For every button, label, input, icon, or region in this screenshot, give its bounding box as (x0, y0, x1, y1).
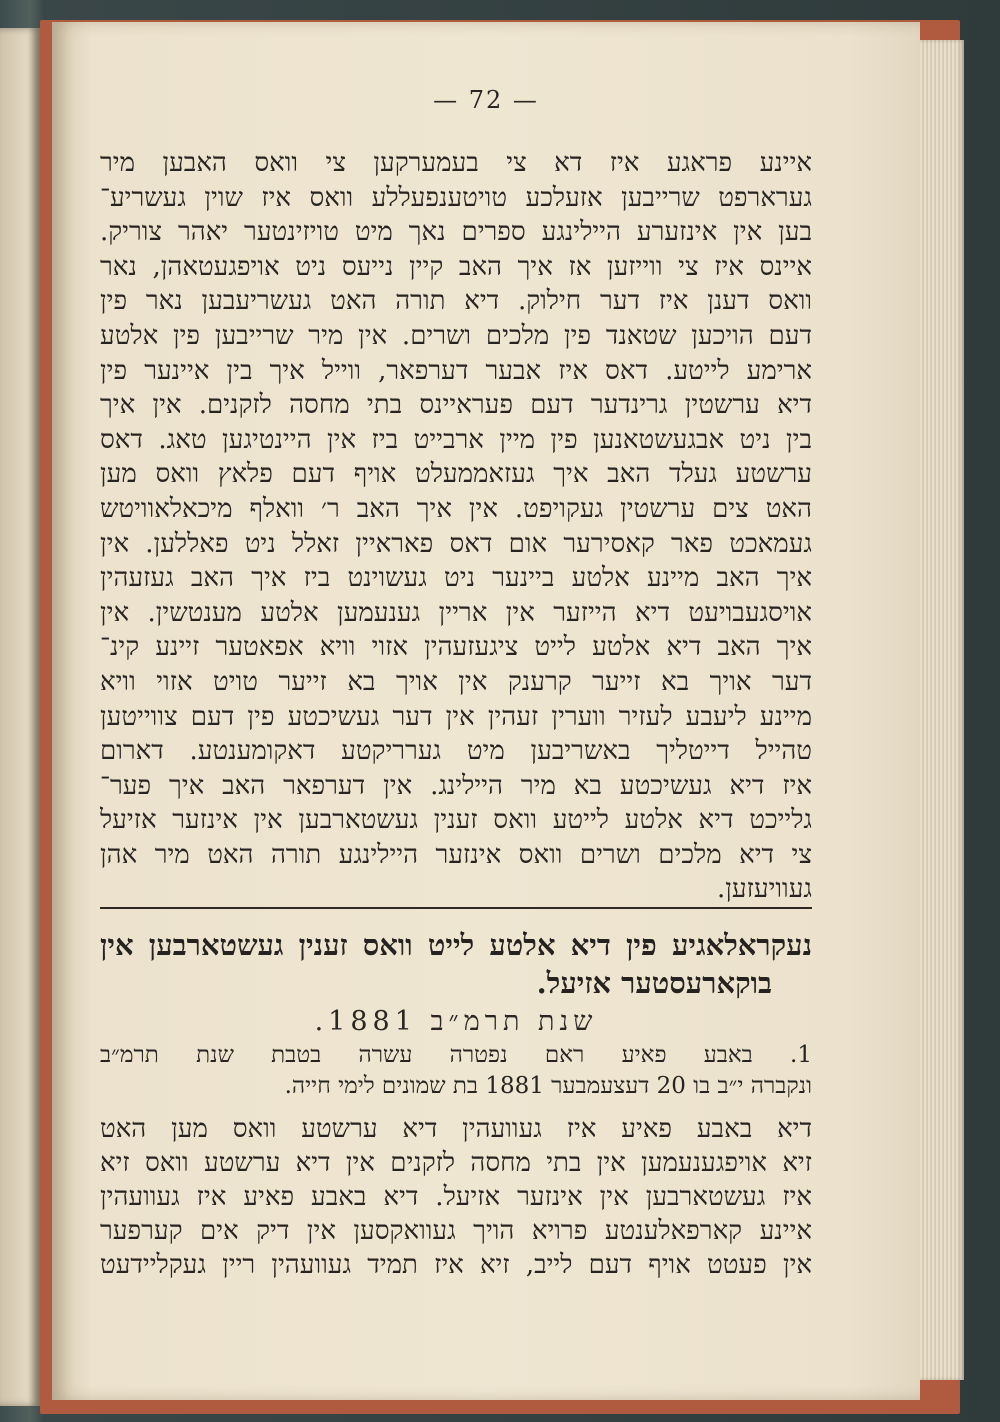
text-line: איז געשטארבען אין אינזער אזיעל. דיא באבע פאיע איז געוועהין (100, 1182, 812, 1212)
page-stack-edge (920, 40, 964, 1380)
text-line: דעם הויכען שטאנד פין מלכים ושרים. אין מיר שרייבען פין אלטע (100, 320, 812, 351)
text-line: איינע פראגע איז דא צי בעמערקען צי וואס האבען מיר (100, 148, 812, 178)
text-line: בין ניט אבגעשטאנען פין מיין ארבייט ביז אין היינטיגען טאג. דאס (100, 424, 812, 455)
entry-line: ונקברה י״ב בו 20 דעצעמבער 1881 בת שמונים לימי חייה. (284, 1073, 812, 1099)
text-line: איך האב מיינע אלטע ביינער ניט געשוינט ביז איך האב געזעהין (100, 563, 812, 594)
text-line: געמאכט פאר קאסירער אום דאס פאראיין זאלל ניט פאללען. אין (100, 528, 812, 559)
text-line: איינע קארפאלענטע פרויא הויך געוואקסען אין דיק אים קערפער (100, 1216, 812, 1246)
text-line: וואס דענן איז דער חילוק. דיא תורה האט געשריעבען נאר פין (100, 286, 812, 317)
text-line: איך האב דיא אלטע לייט ציגעזעהין אזוי וויא אפאטער זיינע קינ־ (100, 632, 812, 663)
entry-line: 1. באבע פאיע ראם נפטרה עשרה בטבת שנת תרמ״ב (100, 1042, 812, 1068)
text-line: געוויעזען. (717, 874, 812, 905)
text-line: צי דיא מלכים ושרים וואס אינזער היילינגע תורה האט מיר אהן (100, 839, 812, 870)
text-line: גערארפט שרייבען אזעלכע טויטענפעללע וואס איז שוין געשריע־ (100, 182, 812, 213)
text-line: בען אין אינזערע היילינגע ספרים נאך מיט טויזינטער יאהר צוריק. (100, 217, 812, 248)
year-line: שנת תרמ״ב 1881. (314, 1006, 598, 1037)
section-heading (100, 926, 812, 1002)
text-line: דיא באבע פאיע איז געוועהין דיא ערשטע וואס מען האט (100, 1114, 812, 1144)
text-line: ערשטע געלד האב איך געזאממעלט אויף דעם פלאץ וואס מען (100, 459, 812, 490)
paragraph-2 (100, 1112, 812, 1282)
facing-page-edge (0, 28, 40, 1406)
heading-line: בוקארעסטער אזיעל. (536, 966, 772, 1000)
text-line: דער אויך בא זייער קרענק אין אויך בא זייער טויט אזוי וויא (100, 666, 812, 697)
entry-1-header (100, 1040, 812, 1102)
text-line: זיא אויפגענעמען אין בתי מחסה לזקנים אין דיא ערשטע וואס זיא (100, 1148, 812, 1178)
text-line: איינס איז צי ווייזען אז איך האב קיין נייעס ניט אויפגעטאהן, נאר (100, 251, 812, 282)
text-line: איז דיא געשיכטע בא מיר היילינג. אין דערפאר האב איך פער־ (100, 770, 812, 801)
text-line: דיא ערשטין גרינדער דעם פעראיינס בתי מחסה לזקנים. אין איך (100, 390, 812, 421)
section-divider (100, 907, 812, 909)
text-line: גלייכט דיא אלטע לייטע וואס זענין געשטארבען אין אינזער אזיעל (100, 805, 812, 836)
page-number: — 72 — (433, 86, 539, 114)
heading-line: נעקראלאגיע פין דיא אלטע לייט וואס זענין געשטארבען אין (100, 928, 812, 962)
text-line: מיינע ליעבע לעזיר ווערין זעהין אין דער געשיכטע פין דעם צווייטען (100, 701, 812, 732)
text-line: אין פעטט אויף דעם לייב, זיא איז תמיד געוועהין ריין געקליידעט (100, 1250, 812, 1280)
book-page (52, 22, 920, 1400)
paragraph-1 (100, 146, 812, 907)
text-line: האט צים ערשטין געקויפט. אין איך האב ר׳ וואלף מיכאלאוויטש (100, 493, 812, 524)
text-line: טהייל דייטליך באשריבען מיט גערריקטע דאקומענטע. דארום (100, 736, 812, 767)
text-line: אויסגעבויעט דיא הייזער אין אריין גענעמען אלטע מענטשין. אין (100, 597, 812, 628)
text-line: ארימע לייטע. דאס איז אבער דערפאר, ווייל איך בין איינער פין (100, 355, 812, 386)
